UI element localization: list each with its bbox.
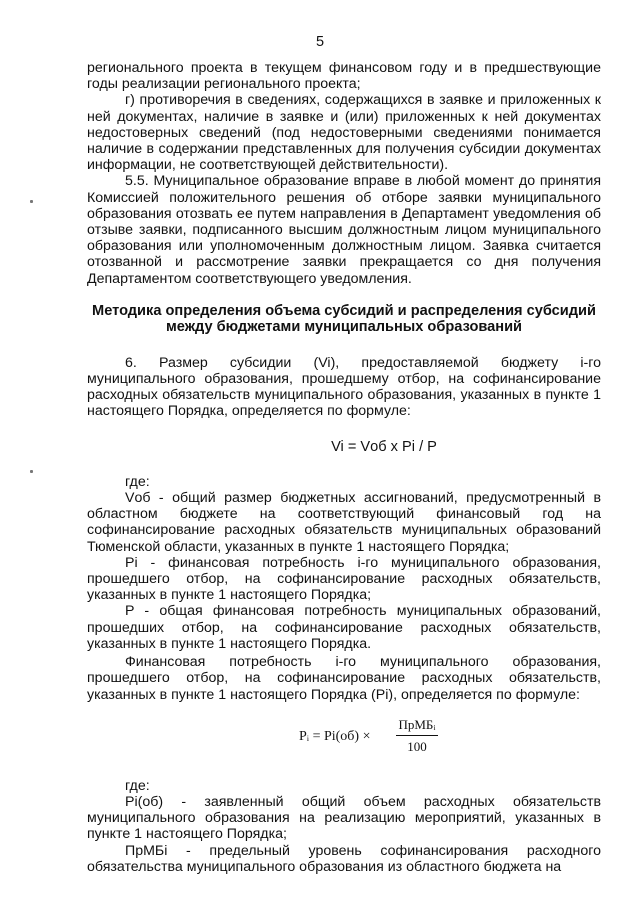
section-heading: Методика определения объема субсидий и распределения субсидий между бюджетами муниципальных образований <box>92 302 596 336</box>
formula-financial-need <box>299 717 601 759</box>
scan-speck <box>30 470 33 473</box>
definition-p: P - общая финансовая потребность муниципальных образований, прошедших отбор, на софинансирование расходных обязательств, указанных в пункте 1 настоящего Порядка. <box>87 603 601 652</box>
paragraph-financial-need: Финансовая потребность i-го муниципального образования, прошедшего отбор, на софинансирование расходных обязательств, указанных в пункте 1 настоящего Порядка (Pi), определяется по формуле: <box>87 654 601 703</box>
scan-speck <box>30 200 33 203</box>
paragraph-item-g: г) противоречия в сведениях, содержащихся в заявке и приложенных к ней документах, наличие в заявке и (или) приложенных к ней документах недостоверных сведений (под недостоверными сведениями понимается наличие в содержании представленных для получения субсидии документах информации, не соответствующей действительности). <box>87 92 601 174</box>
fraction-bar <box>396 735 438 736</box>
formula-denominator: 100 <box>407 738 427 754</box>
where-label-2: где: <box>125 777 150 794</box>
paragraph-5-5: 5.5. Муниципальное образование вправе в любой момент до принятия Комиссией положительного решения об отборе заявки муниципального образования отозвать ее путем направления в Департамент уведомления об отзыве заявки, подписанного высшим должностным лицом муниципального образования или уполномоченным должностным лицом. Заявка считается отозванной и рассмотрение заявки прекращается со дня получения Департаментом соответствующего уведомления. <box>87 173 601 287</box>
paragraph-6: 6. Размер субсидии (Vi), предоставляемой бюджету i-го муниципального образования, прошедшему отбор, на софинансирование расходных обязательств муниципального образования, указанных в пункте 1 настоящего Порядка, определяется по формуле: <box>87 354 601 420</box>
page-number: 5 <box>315 34 325 50</box>
paragraph-continuation: регионального проекта в текущем финансовом году и в предшествующие годы реализации регионального проекта; <box>87 60 601 93</box>
where-label-1: где: <box>125 473 150 490</box>
definition-pi: Pi - финансовая потребность i-го муниципального образования, прошедшего отбор, на софинансирование расходных обязательств, указанных в пункте 1 настоящего Порядка; <box>87 554 601 604</box>
formula-subsidy-size: Vi = Vоб x Pi / P <box>331 438 437 455</box>
formula-lhs: Pᵢ = Pi(об) × <box>299 728 371 744</box>
formula-numerator: ПрМБᵢ <box>398 716 436 732</box>
document-body <box>87 60 601 875</box>
definition-pi-ob: Pi(об) - заявленный общий объем расходных обязательств муниципального образования на реализацию мероприятий, указанных в пункте 1 настоящего Порядка; <box>87 793 601 843</box>
definition-prmbi: ПрМБi - предельный уровень софинансирования расходного обязательства муниципального образования из областного бюджета на <box>87 842 601 875</box>
definition-vob: Vоб - общий размер бюджетных ассигнований, предусмотренный в областном бюджете на соответствующий финансовый год на софинансирование расходных обязательств муниципальных образований Тюменской области, указанных в пункте 1 настоящего Порядка; <box>87 490 601 555</box>
